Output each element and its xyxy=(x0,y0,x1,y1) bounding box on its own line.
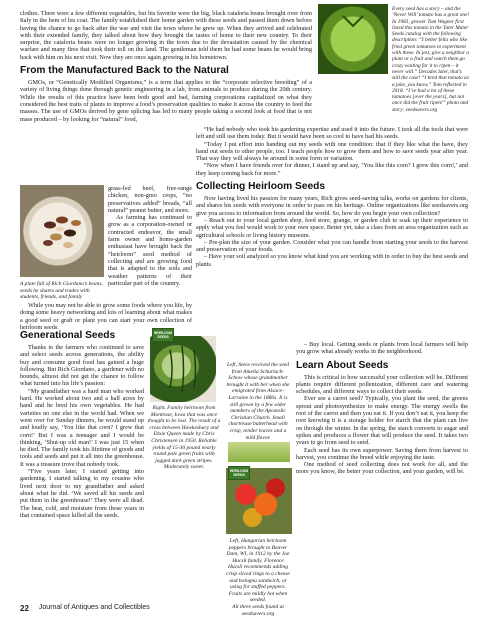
collecting-paragraph-3: – Pre-plan the size of your garden. Consider what you can handle from starting your seeds to the harvest and preservation of your foods. xyxy=(196,238,468,254)
heirloom-badge-1: HEIRLOOM SEEDS xyxy=(152,328,174,342)
right-paragraph-3: “Now when I have friends over for dinner, I stand up and say, ‘You like this corn? I grew this corn!,’ and they keep coming back for more.” xyxy=(196,162,468,177)
column-left-bottom xyxy=(20,326,144,519)
watermelon-icon xyxy=(150,336,216,402)
caption-montrose: Right, Family heirloom from Montrose, Iowa that was once thought to be lost. The result of a cross between Hawkesbury and Dixie Queen made by Chris Christensen in 1950. Reliable yields of 15-30 pound nearly round pale green fruits with jagged dark green stripes. Moderately sweet. xyxy=(147,405,221,471)
caption-rich-beans: A plate full of Rich Giordano’s beans, seeds he shares and trades with students, friends, and family xyxy=(20,281,103,301)
lettuce-image xyxy=(228,442,290,462)
column-right-top xyxy=(196,126,468,268)
collecting-paragraph-2: – Reach out to your local garden shop, feed store, grange, or garden club to soak up their experience to apply what you feel would work to your own space. Better yet, take a class from an area organization such as agricultural schools or living history museum. xyxy=(196,216,468,239)
learn-paragraph-3: Each seed has its own superpower. Saving them from harvest to harvest, you continue the breed while enjoying the taste. xyxy=(296,446,468,461)
never-will-tomato-image xyxy=(318,4,388,74)
column-right-bottom xyxy=(296,341,468,476)
heading-learn: Learn About Seeds xyxy=(296,359,389,371)
collecting-paragraph-4: – Have your soil analyzed so you know what kind you are working with in order to buy the best seeds and plants. xyxy=(196,253,468,268)
heirloom-badge-2: HEIRLOOM SEEDS xyxy=(228,466,250,480)
page-number: 22 xyxy=(20,604,29,613)
heading-collecting: Collecting Heirloom Seeds xyxy=(196,181,326,193)
publication-name: Journal of Antiques and Collectibles xyxy=(38,604,150,611)
learn-paragraph-1: This is critical to how successful your collection will be. Different plants require different pollenization, different care and watering schedules, and different ways to collect their seeds. xyxy=(296,373,468,396)
beans-plate-image xyxy=(20,185,104,277)
never-will-story-box: Every seed has a story – and the ‘Never Will’ tomato has a great one! In 1983, grower Tom Wagner first listed this tomato in the Tater Mater Seeds catalog with the following description: “I better fella who like fried green tomatoes to experiment with these. In jest, give a neighbor a plant or a fruit and watch them go crazy waiting for it to ripen – it never will.” Decades later, that’s still the case! “I bred that tomato as a joke, you know,” Tom reflected in 2018. “I’ve had a lot of these tomatoes [over the years], but not once did the fruit ripen!” photo and story: seedsavers.org xyxy=(392,6,470,113)
manufactured-paragraph-3: As farming has continued to grow as a corporation-owned or contracted endeavor, the small farm owner and home-garden enthusiast have brought back the “heirloom” seed method of collecting and are growing food that is adapted to the soils and weather patterns of their particular part of the country. xyxy=(108,214,192,287)
manufactured-paragraph-2: grass-fed beef, free-range chicken, non-gmo crops, “no preservatives added” breads, “all natural” peanut butter, and more. xyxy=(108,185,192,214)
caption-source: All three seeds found at seedsavers.org xyxy=(232,603,284,617)
right-paragraph-1: “He had nobody who took his gardening expertise and used it into the future. I took all the tools that were left and still use them today. But it would have been so cool to have had his seeds. xyxy=(196,126,468,141)
caption-hungarian: Left, Hungarian heirloom peppers brought to Beaver Dam, WI, in 1912 by the Joe Hucsli family. Florence Hucsli recommends adding crisp sliced rings to a cheese and bologna sandwich, or using for stuffed peppers. Fruits are mildly hot when seeded. All three seeds found at seedsavers.org xyxy=(226,538,290,617)
tomato-icon xyxy=(318,4,388,74)
column-left-top xyxy=(20,10,312,123)
heading-generational: Generational Seeds xyxy=(20,330,116,341)
manufactured-paragraph-1: GMOs, or “Genetically Modified Organisms,” is a term that applies to the “corporate selective breeding” of a variety of living things done through genetic engineering in a lab, from animals to produce during the 20th century. While the results of this practice have been both good and bad, farming corporations capitalized on what they considered the best traits of plants to improve a food’s preservation qualities to make it across the country to feed the masses. The use of GMOs derived by gene splicing has led to many people taking a second look at food that is not mass produced – by looking for “natural” food, xyxy=(20,79,312,123)
intro-paragraph: clothes. There were a few different vegetables, but his favorite were the big, black cataloria beans brought over from Italy in the hem of his coat. The family established their home garden with these seeds and passed them down before having the chance to go back after the war and visit the town where he grew up. When they arrived and celebrated with their extended family, they talked about how they brought the tastes of home to their new country. To their surprise, the cataloria beans were no longer growing in the town due to the devastation caused by the chemical warfare and many fires that took their toll on the land. The gentleman told them he had some beans he would bring back with him on his next visit. Now they are once again growing in his hometown. xyxy=(20,10,312,61)
learn-paragraph-2: Ever see a carrot seed? Typically, you plant the seed, the greens sprout and photosynthesize to make energy. The energy swells the root of the carrot and then you eat it. If you don’t eat it, you keep the root knowing it is a storage holder for starch that the plant can live on through the winter. In the spring, the starch converts to sugar and spikes and produces a flower that will produce the seed. It takes two years to go from seed to seed. xyxy=(296,395,468,447)
generational-paragraph-1: Thanks to the farmers who continued to save and select seeds across generations, the ability buy and consume good food has gained a huge following. But Rich Giordano, a gardener with no bounds, almost did not get the chance to follow what turned into his life’s passion: xyxy=(20,344,144,388)
watermelon-image xyxy=(150,336,216,402)
manufactured-paragraph-4: While you may not be able to grow some foods where you life, by doing some heavy networking and lots of learning about what makes a good seed or graft or plant you can start your own collection of heirloom seeds. xyxy=(20,302,192,331)
page-footer xyxy=(20,604,150,613)
caption-steve-lettuce: Left, Steve received the seed from Amelia Schurlach-Schow whose grandmother brought it with her when she emigrated from Alsace-Lorraine in the 1880s. It is still grown by a few older members of the Apostolic Christian Church. Small chartreuse butterhead with crisp, tender leaves and a mild flavor. xyxy=(226,362,290,441)
column-left-beside-image xyxy=(108,185,192,287)
collecting-paragraph-1: Now having lived his passion for many years, Rich gives seed-saving talks, works on gardens for clients, and shares his seeds with everyone in order to pass on his heritage. Online organizations like seedsavers.org give you access to information from around the world. So, how do you begin your own collection? xyxy=(196,195,468,217)
right-paragraph-2: “Today I put effort into handing out my seeds with one condition: that if they like what the have, they hand out seeds to other people, too. I teach people how to grow them and how to save seeds year after year. That way they will always be around in some form or variation. xyxy=(196,140,468,163)
generational-paragraph-2: “My grandfather was a hard man who worked hard. He worked about two and a half acres by hand and he bred his own vegetables. He had varieties no one else in the world had. When we went over for Sunday dinners, he would stand up and loudly say, ‘You like that corn? I grew that corn!’ But I was a teenager and I would be thinking, ‘Shut-up old man!’ I was just 15 when he died. The family took his lifetime of goods and tools and seeds and put it all into the greenhouse. It was a treasure trove that nobody took. xyxy=(20,387,144,468)
generational-paragraph-3: “Five years later, I started getting into gardening. I started talking to my cousins who lived next door to my grandfather and asked about what he did. ‘We saved all his seeds and put them in the greenhouse!’ They were all dead. The heat, cold, and moisture from those years in that contained space killed all the seeds. xyxy=(20,468,144,519)
learn-paragraph-4: One method of seed collecting does not work for all, and the more you know, the better your collection, and your garden, will be. xyxy=(296,461,468,476)
beans-icon xyxy=(20,185,104,277)
heading-manufactured: From the Manufactured Back to the Natural xyxy=(20,65,229,77)
collecting-paragraph-5: – Buy local. Getting seeds or plants from local farmers will help you grow what already works in the neighborhood. xyxy=(296,341,468,356)
